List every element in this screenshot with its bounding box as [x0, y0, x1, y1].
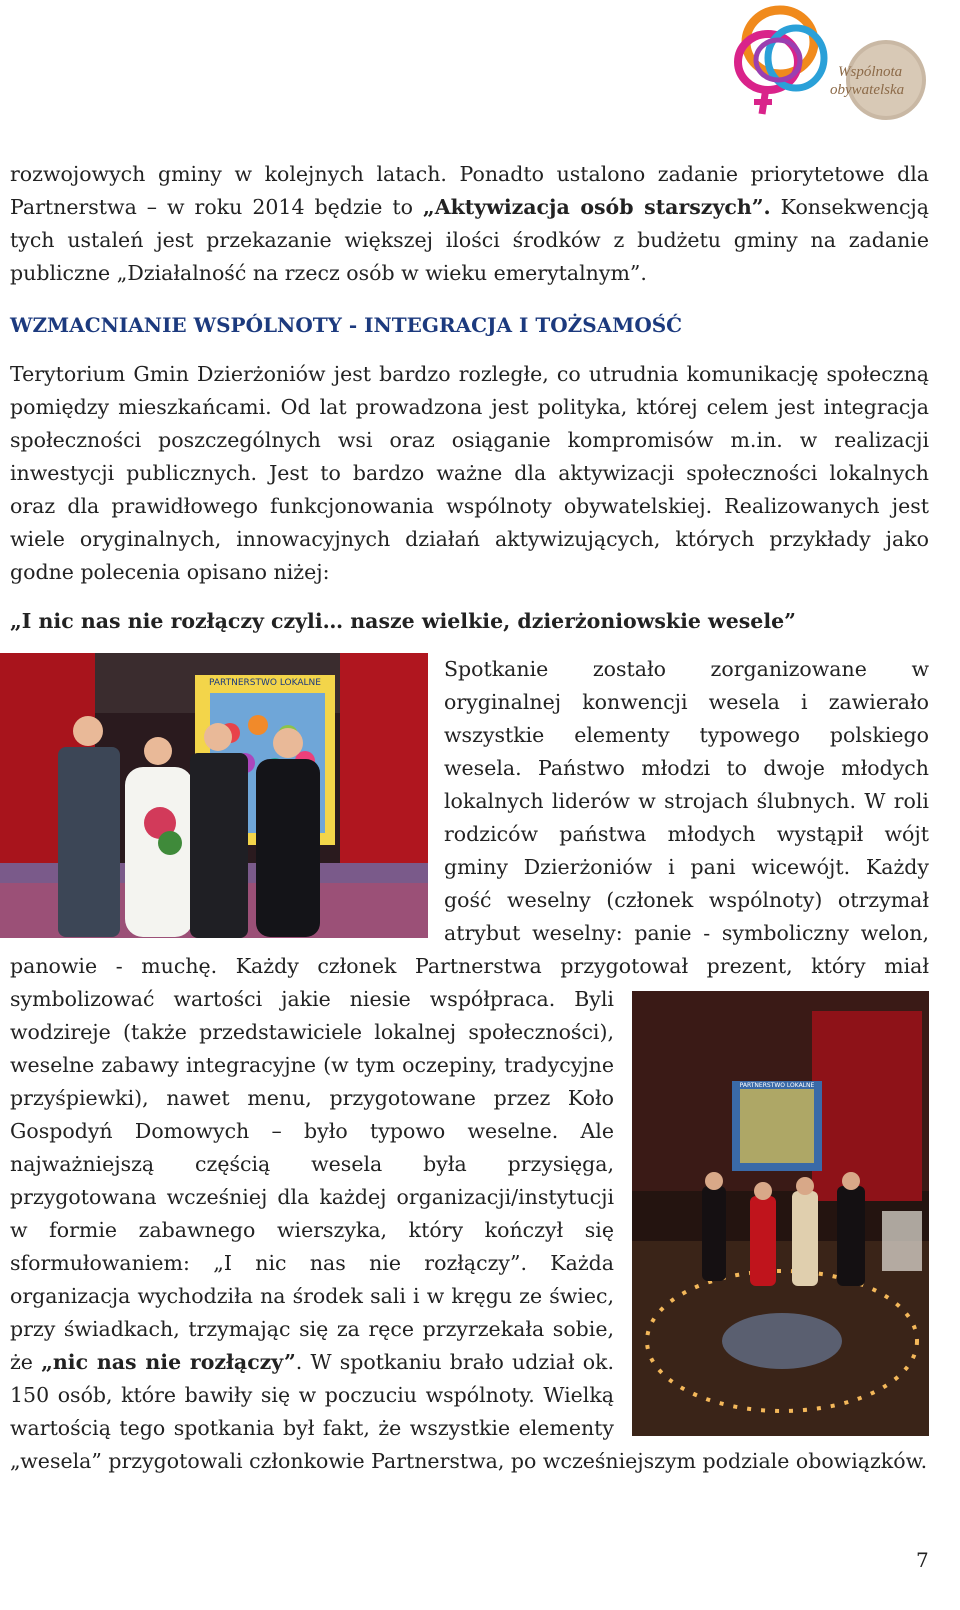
story-part1: Spotkanie zostało zorganizowane w oryginalnej konwencji wesela i zawierało wszystkie elementy typowego polskiego wesela. Państwo młodzi to dwoje młodych lokalnych liderów w strojach ślubnych. W roli rodziców państwa młodych wystąpił wójt gminy Dzierżoniów i pani wicewójt. Każdy gość weselny (członek wspólnoty) otrzymał atrybut weselny: panie - symboliczny welon, panowie - muchę. Każdy członek Partnerstwa przygotował prezent, który miał symbolizować wartości jakie niesie współpraca.	[10, 657, 929, 1011]
priority-task: „Aktywizacja osób starszych”.	[422, 195, 771, 219]
candle-circle-photo	[632, 991, 929, 1436]
photo2-banner-text: PARTNERSTWO LOKALNE	[739, 1082, 815, 1089]
story-part3: . W spotkaniu brało udział ok. 150 osób, które bawiły się w poczuciu wspólnoty. Wielką wartością tego spotkania był fakt, że wszystkie elementy „wesela” przygotowali członkowie Partnerstwa, po wcześniejszym podziale obowiązków.	[10, 1350, 928, 1473]
intro-paragraph: rozwojowych gminy w kolejnych latach. Ponadto ustalono zadanie priorytetowe dla Partnerstwa – w roku 2014 będzie to „Aktywizacja osób starszych”. Konsekwencją tych ustaleń jest przekazanie większej ilości środków z budżetu gminy na zadanie publiczne „Działalność na rzecz osób w wieku emerytalnym”.	[10, 162, 930, 285]
wedding-couple-photo	[0, 653, 428, 938]
logo-text-line2: obywatelska	[830, 82, 905, 98]
page-content	[10, 158, 929, 1478]
wspolnota-obywatelska-logo	[718, 2, 958, 124]
page-number: 7	[916, 1548, 929, 1572]
logo-text-line1: Wspólnota	[838, 64, 903, 80]
section-heading: WZMACNIANIE WSPÓLNOTY - INTEGRACJA I TOŻSAMOŚĆ	[10, 313, 683, 337]
event-subtitle: „I nic nas nie rozłączy czyli… nasze wielkie, dzierżoniowskie wesele”	[10, 609, 796, 633]
photo1-banner-text: PARTNERSTWO LOKALNE	[209, 678, 321, 688]
logo-graphic	[718, 2, 958, 124]
section-paragraph: Terytorium Gmin Dzierżoniów jest bardzo rozległe, co utrudnia komunikację społeczną pomiędzy mieszkańcami. Od lat prowadzona jest polityka, której celem jest integracja społeczności poszczególnych wsi oraz osiąganie kompromisów m.in. w realizacji inwestycji publicznych. Jest to bardzo ważne dla aktywizacji społeczności lokalnych oraz dla prawidłowego funkcjonowania wspólnoty obywatelskiej. Realizowanych jest wiele oryginalnych, innowacyjnych działań aktywizujących, których przykłady jako godne polecenia opisano niżej:	[10, 362, 929, 584]
story-bold-vow: „nic nas nie rozłączy”	[41, 1350, 296, 1374]
story-part2: Byli wodzireje (także przedstawiciele lokalnej społeczności), weselne zabawy integracyjne (w tym oczepiny, tradycyjne przyśpiewki), nawet menu, przygotowane przez Koło Gospodyń Domowych – było typowo weselne. Ale najważniejszą częścią wesela była przysięga, przygotowana wcześniej dla każdej organizacji/instytucji w formie zabawnego wierszyka, który kończył się sformułowaniem: „I nic nas nie rozłączy”. Każda organizacja wychodziła na środek sali i w kręgu ze świec, przy świadkach, trzymając się za ręce przyrzekała sobie, że	[10, 987, 614, 1374]
